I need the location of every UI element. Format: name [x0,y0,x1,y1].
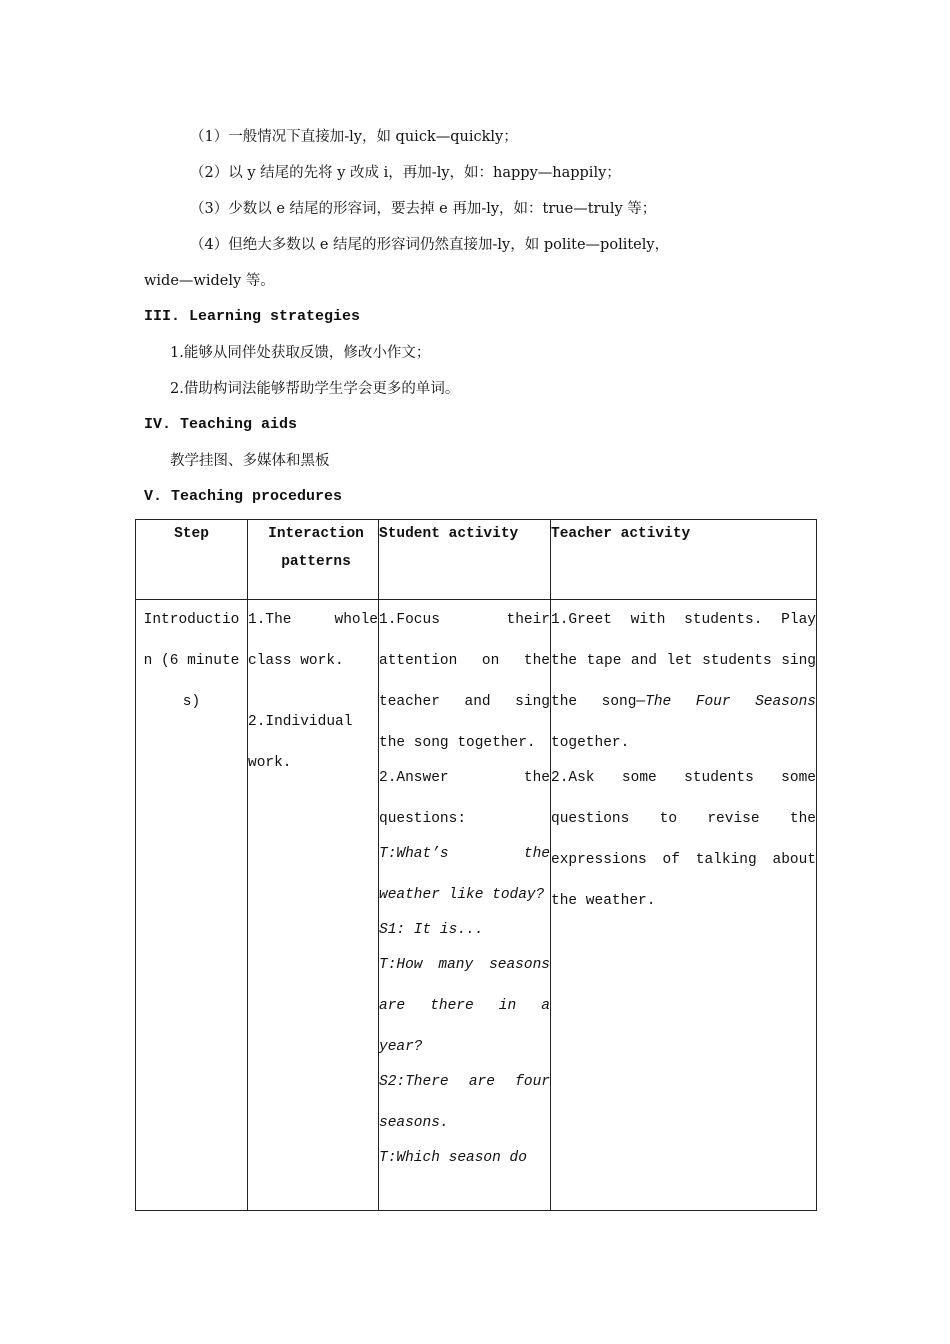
interaction-cell: 1.The whole class work. 2.Individual work. [248,600,379,1211]
header-interaction: Interaction patterns [248,520,379,600]
rule-4-continued: wide—widely 等。 [144,273,275,289]
rule-3: （3）少数以 e 结尾的形容词，要去掉 e 再加-ly，如：true—truly 等； [190,201,657,217]
section-learning-strategies-heading: III. Learning strategies [144,308,361,325]
strategy-item-1: 1.能够从同伴处获取反馈，修改小作文； [170,345,431,361]
student-activity-cell: 1.Focus their attention on the teacher and sing the song together. 2.Answer the questions: T:What’s the weather like today? S1: It is... T:How many seasons are there in a year? S2:There are four seasons. T:Which season do [379,600,551,1211]
teaching-aids-text: 教学挂图、多媒体和黑板 [170,453,330,469]
rule-1: （1）一般情况下直接加-ly，如 quick—quickly； [190,129,518,145]
table-row [136,600,817,1211]
rule-2: （2）以 y 结尾的先将 y 改成 i，再加-ly，如：happy—happily； [190,165,621,181]
rule-4: （4）但绝大多数以 e 结尾的形容词仍然直接加-ly，如 polite—politely， [190,237,670,253]
section-teaching-procedures-heading: V. Teaching procedures [144,488,343,505]
step-cell: Introduction (6 minutes) [136,600,248,1211]
teacher-activity-cell: 1.Greet with students. Play the tape and let students sing the song—The Four Seasons together. 2.Ask some students some questions to revise the expressions of talking about the weather. [551,600,817,1211]
strategy-item-2: 2.借助构词法能够帮助学生学会更多的单词。 [170,381,460,397]
teaching-procedures-table [135,519,817,1211]
header-step: Step [136,520,248,600]
table-header-row [136,520,817,600]
header-teacher-activity: Teacher activity [551,520,817,600]
header-student-activity: Student activity [379,520,551,600]
section-teaching-aids-heading: IV. Teaching aids [144,416,298,433]
